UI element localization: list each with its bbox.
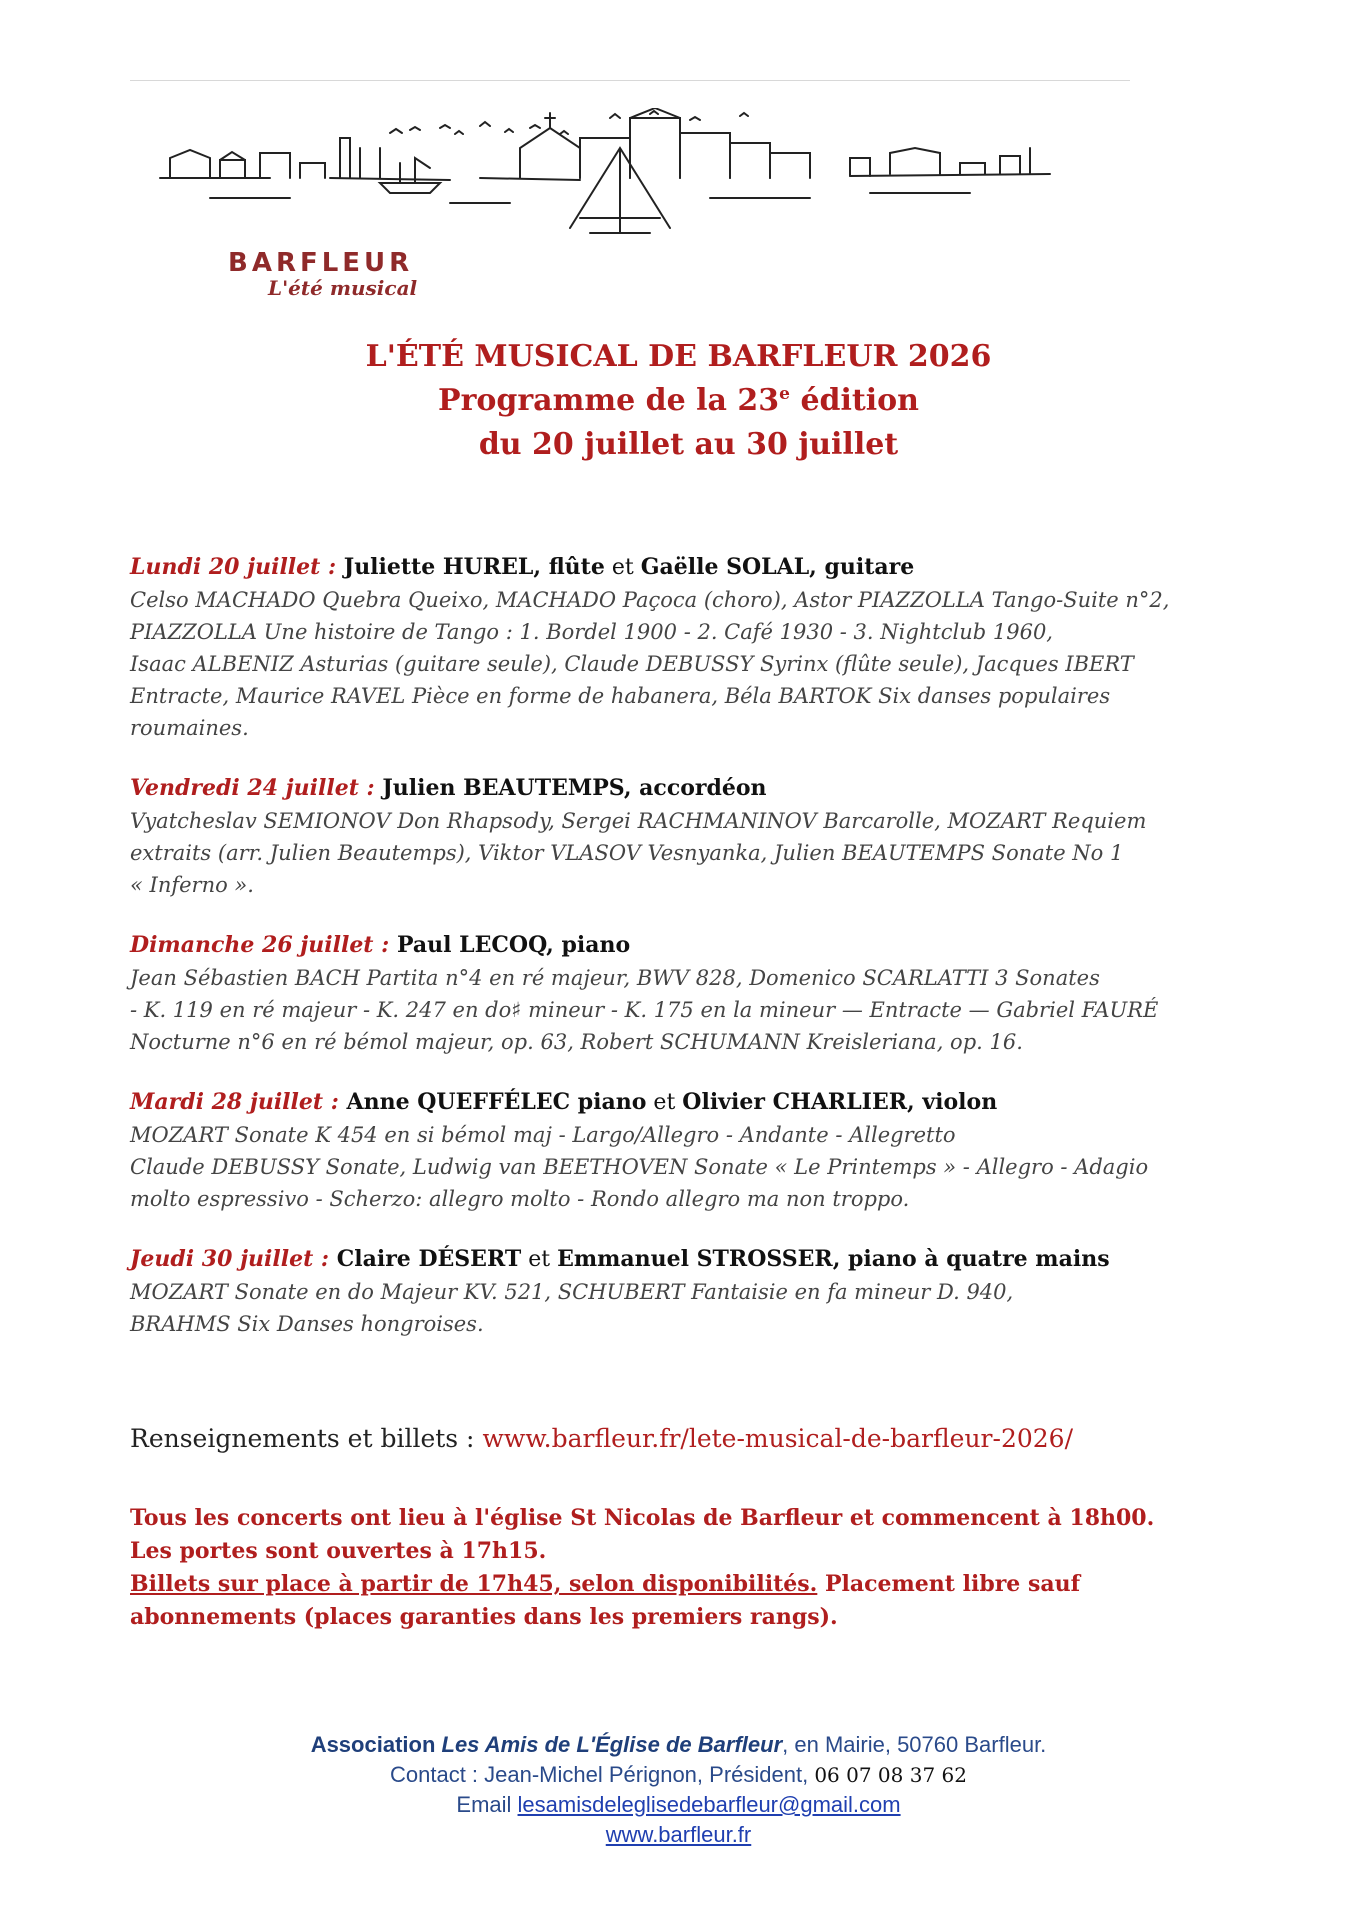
concert-day: Jeudi 30 juillet bbox=[130, 1246, 314, 1272]
concert-program-line: PIAZZOLLA Une histoire de Tango : 1. Bordel 1900 - 2. Café 1930 - 3. Nightclub 1960, bbox=[130, 620, 1053, 644]
edition-line bbox=[0, 379, 1357, 423]
concert-sep: : bbox=[373, 932, 397, 958]
concert-program-line: MOZART Sonate K 454 en si bémol maj - Largo/Allegro - Andante - Allegretto bbox=[130, 1123, 956, 1147]
concert-program-line: Entracte, Maurice RAVEL Pièce en forme de habanera, Béla BARTOK Six danses populaires bbox=[130, 684, 1111, 708]
website-link[interactable]: www.barfleur.fr bbox=[605, 1822, 752, 1847]
footer bbox=[0, 1730, 1357, 1850]
concert-program-line: BRAHMS Six Danses hongroises. bbox=[130, 1312, 484, 1336]
edition-sup: e bbox=[779, 384, 790, 404]
note-venue: Tous les concerts ont lieu à l'église St Nicolas de Barfleur et commencent à 18h00. bbox=[130, 1505, 1155, 1531]
concert-list bbox=[130, 551, 1240, 1368]
barfleur-harbour-sketch bbox=[150, 108, 1090, 238]
concert-day: Lundi 20 juillet bbox=[130, 554, 321, 580]
concert-sep: : bbox=[323, 1089, 347, 1115]
edition-prefix: Programme de la 23 bbox=[438, 383, 780, 418]
note-tickets-rest: Placement libre sauf bbox=[817, 1571, 1081, 1597]
concert-day: Vendredi 24 juillet bbox=[130, 775, 359, 801]
concert-and: et bbox=[604, 555, 641, 580]
concert-sep: : bbox=[313, 1246, 337, 1272]
tickets-label: Renseignements et billets : bbox=[130, 1424, 483, 1453]
concert-sep: : bbox=[320, 554, 344, 580]
concert-program-line: Claude DEBUSSY Sonate, Ludwig van BEETHOVEN Sonate « Le Printemps » - Allegro - Adagio bbox=[130, 1155, 1149, 1179]
email-link[interactable]: lesamisdeleglisedebarfleur@gmail.com bbox=[517, 1792, 901, 1817]
concert-entry bbox=[130, 929, 1240, 1058]
note-doors: Les portes sont ouvertes à 17h15. bbox=[130, 1538, 547, 1564]
concert-program-line: Isaac ALBENIZ Asturias (guitare seule), Claude DEBUSSY Syrinx (flûte seule), Jacques IBERT bbox=[130, 652, 1134, 676]
concert-artist-2: Emmanuel STROSSER, piano à quatre mains bbox=[557, 1246, 1110, 1272]
tickets-info bbox=[130, 1424, 1073, 1453]
concert-program-line: « Inferno ». bbox=[130, 873, 254, 897]
concert-artist-2: Gaëlle SOLAL, guitare bbox=[640, 554, 915, 580]
concert-and: et bbox=[521, 1247, 558, 1272]
concert-artist-2: Olivier CHARLIER, violon bbox=[682, 1089, 998, 1115]
concert-program-line: molto espressivo - Scherzo: allegro molto - Rondo allegro ma non troppo. bbox=[130, 1187, 910, 1211]
concert-artist-1: Anne QUEFFÉLEC piano bbox=[346, 1089, 647, 1115]
concert-heading bbox=[130, 1086, 1240, 1119]
concert-heading bbox=[130, 1243, 1240, 1276]
concert-day: Dimanche 26 juillet bbox=[130, 932, 374, 958]
concert-and: et bbox=[646, 1090, 683, 1115]
concert-heading bbox=[130, 772, 1240, 805]
footer-email bbox=[0, 1790, 1357, 1820]
concert-entry bbox=[130, 1243, 1240, 1340]
concert-artist-1: Paul LECOQ, piano bbox=[396, 932, 631, 958]
concert-artist-1: Juliette HUREL, flûte bbox=[343, 554, 605, 580]
note-subscriptions: abonnements (places garanties dans les premiers rangs). bbox=[130, 1604, 838, 1630]
email-label: Email bbox=[456, 1792, 518, 1817]
top-divider bbox=[130, 80, 1130, 81]
concert-day: Mardi 28 juillet bbox=[130, 1089, 324, 1115]
concert-entry bbox=[130, 551, 1240, 744]
festival-title: L'ÉTÉ MUSICAL DE BARFLEUR 2026 bbox=[365, 339, 992, 374]
concert-program-line: Celso MACHADO Quebra Queixo, MACHADO Paçoca (choro), Astor PIAZZOLLA Tango-Suite n°2, bbox=[130, 588, 1170, 612]
concert-program-line: Nocturne n°6 en ré bémol majeur, op. 63, Robert SCHUMANN Kreisleriana, op. 16. bbox=[130, 1030, 1023, 1054]
festival-title-block bbox=[0, 335, 1357, 467]
date-range: du 20 juillet au 30 juillet bbox=[478, 427, 899, 462]
note-tickets bbox=[130, 1568, 1240, 1601]
assoc-name: Les Amis de L'Église de Barfleur bbox=[441, 1732, 783, 1757]
concert-program-line: MOZART Sonate en do Majeur KV. 521, SCHUBERT Fantaisie en fa mineur D. 940, bbox=[130, 1280, 1014, 1304]
practical-notes bbox=[130, 1502, 1240, 1634]
concert-heading bbox=[130, 551, 1240, 584]
edition-suffix: édition bbox=[790, 383, 919, 418]
concert-program-line: extraits (arr. Julien Beautemps), Viktor VLASOV Vesnyanka, Julien BEAUTEMPS Sonate No 1 bbox=[130, 841, 1124, 865]
concert-entry bbox=[130, 1086, 1240, 1215]
logo-name: BARFLEUR bbox=[228, 248, 414, 278]
footer-contact bbox=[0, 1760, 1357, 1790]
concert-artist-1: Claire DÉSERT bbox=[336, 1246, 522, 1272]
concert-artist-1: Julien BEAUTEMPS, accordéon bbox=[382, 775, 767, 801]
contact-phone: 06 07 08 37 62 bbox=[814, 1763, 967, 1787]
logo-subtitle: L'été musical bbox=[268, 276, 418, 300]
concert-program-line: - K. 119 en ré majeur - K. 247 en do♯ mineur - K. 175 en la mineur — Entracte — Gabriel FAURÉ bbox=[130, 998, 1159, 1022]
contact-label: Contact : Jean-Michel Pérignon, Président, bbox=[389, 1762, 815, 1787]
assoc-address: , en Mairie, 50760 Barfleur. bbox=[782, 1732, 1047, 1757]
footer-website bbox=[0, 1820, 1357, 1850]
concert-program-line: Jean Sébastien BACH Partita n°4 en ré majeur, BWV 828, Domenico SCARLATTI 3 Sonates bbox=[130, 966, 1100, 990]
concert-program-line: Vyatcheslav SEMIONOV Don Rhapsody, Sergei RACHMANINOV Barcarolle, MOZART Requiem bbox=[130, 809, 1147, 833]
assoc-prefix: Association bbox=[310, 1732, 442, 1757]
concert-entry bbox=[130, 772, 1240, 901]
concert-heading bbox=[130, 929, 1240, 962]
footer-association bbox=[0, 1730, 1357, 1760]
concert-sep: : bbox=[358, 775, 383, 801]
tickets-url-link[interactable]: www.barfleur.fr/lete-musical-de-barfleur-2026/ bbox=[482, 1424, 1074, 1453]
concert-program-line: roumaines. bbox=[130, 716, 249, 740]
note-tickets-underlined: Billets sur place à partir de 17h45, selon disponibilités. bbox=[130, 1571, 818, 1597]
